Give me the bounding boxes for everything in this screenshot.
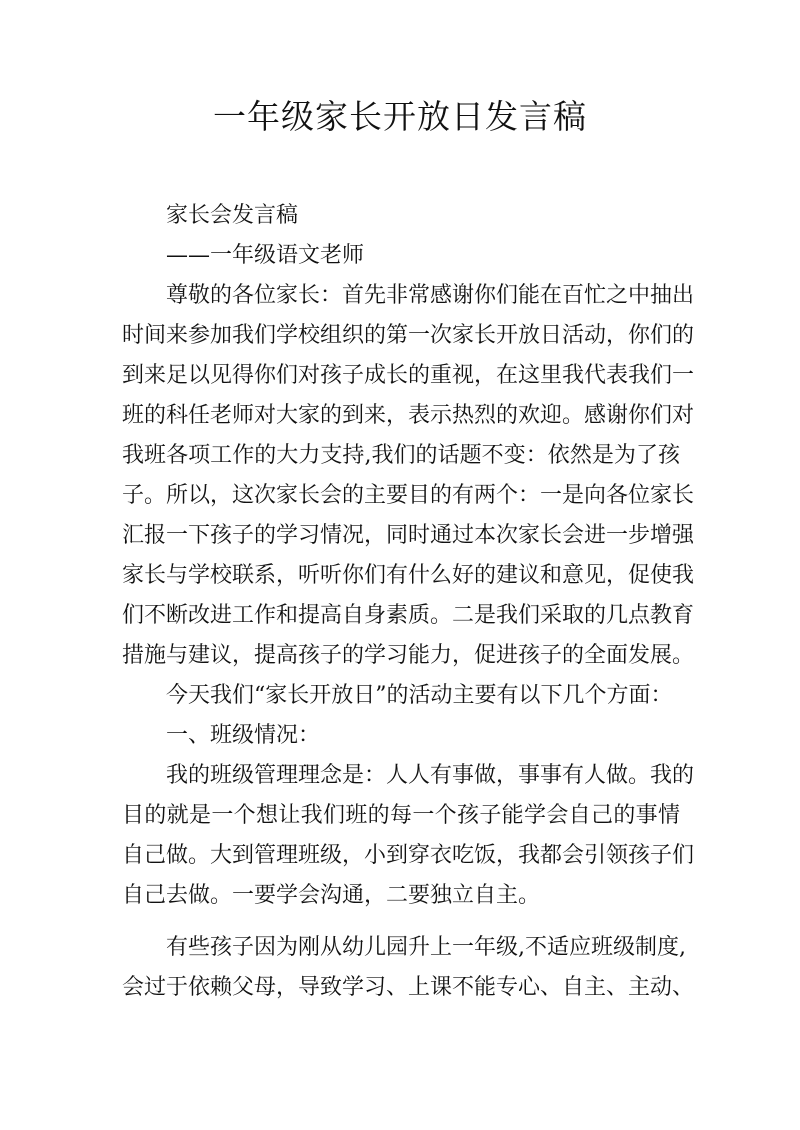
paragraph-adjustment — [122, 928, 695, 1008]
speech-byline: ——一年级语文老师 — [166, 243, 365, 268]
paragraph-spacer — [122, 916, 680, 928]
paragraph-line: 措施与建议，提高孩子的学习能力，促进孩子的全面发展。 — [122, 643, 695, 668]
paragraph-line: 尊敬的各位家长：首先非常感谢你们能在百忙之中抽出 — [166, 283, 695, 308]
paragraph-line: 会过于依赖父母，导致学习、上课不能专心、自主、主动、 — [122, 975, 695, 1000]
paragraph-line: 目的就是一个想让我们班的每一个孩子能学会自己的事情 — [122, 803, 680, 828]
document-title: 一年级家长开放日发言稿 — [213, 97, 587, 136]
paragraph-line: 班的科任老师对大家的到来，表示热烈的欢迎。感谢你们对 — [122, 403, 695, 428]
paragraph-line: 时间来参加我们学校组织的第一次家长开放日活动，你们的 — [122, 323, 695, 348]
paragraph-line: 们不断改进工作和提高自身素质。二是我们采取的几点教育 — [122, 603, 695, 628]
section-heading-class-situation: 一、班级情况： — [166, 723, 321, 748]
paragraph-line: 家长与学校联系，听听你们有什么好的建议和意见，促使我 — [122, 563, 695, 588]
paragraph-agenda-intro: 今天我们“家长开放日”的活动主要有以下几个方面： — [166, 683, 673, 708]
speech-heading: 家长会发言稿 — [166, 203, 299, 228]
paragraph-line: 自己去做。一要学会沟通，二要独立自主。 — [122, 883, 541, 908]
paragraph-line: 我班各项工作的大力支持,我们的话题不变：依然是为了孩 — [122, 443, 680, 468]
paragraph-line: 自己做。大到管理班级，小到穿衣吃饭，我都会引领孩子们 — [122, 843, 695, 868]
paragraph-line: 汇报一下孩子的学习情况，同时通过本次家长会进一步增强 — [122, 523, 695, 548]
paragraph-line: 我的班级管理理念是：人人有事做，事事有人做。我的 — [166, 763, 695, 788]
paragraph-line: 子。所以，这次家长会的主要目的有两个：一是向各位家长 — [122, 483, 695, 508]
paragraph-greeting — [122, 276, 695, 676]
paragraph-line: 到来足以见得你们对孩子成长的重视，在这里我代表我们一 — [122, 363, 695, 388]
paragraph-line: 有些孩子因为刚从幼儿园升上一年级,不适应班级制度, — [166, 935, 686, 960]
paragraph-class-management — [122, 756, 695, 916]
document-body — [122, 196, 695, 1008]
